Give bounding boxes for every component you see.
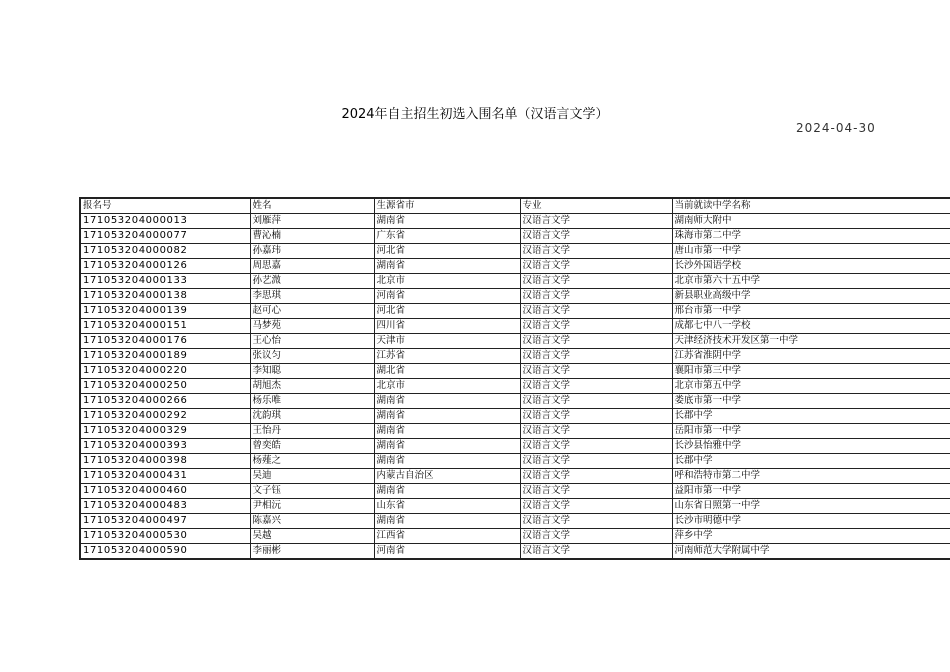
major-cell: 汉语言文学 [520, 484, 672, 499]
province-cell: 山东省 [374, 499, 520, 514]
registration-no-cell: 171053204000398 [80, 454, 250, 469]
major-cell: 汉语言文学 [520, 289, 672, 304]
table-row [80, 214, 950, 229]
name-cell: 吴迪 [250, 469, 374, 484]
major-cell: 汉语言文学 [520, 334, 672, 349]
registration-no-cell: 171053204000292 [80, 409, 250, 424]
province-cell: 湖南省 [374, 394, 520, 409]
name-cell: 吴越 [250, 529, 374, 544]
school-cell: 长沙县怡雅中学 [672, 439, 950, 454]
province-cell: 河北省 [374, 304, 520, 319]
school-cell: 山东省日照第一中学 [672, 499, 950, 514]
name-cell: 王心怡 [250, 334, 374, 349]
school-cell: 益阳市第一中学 [672, 484, 950, 499]
table-row [80, 319, 950, 334]
table-row [80, 364, 950, 379]
school-cell: 萍乡中学 [672, 529, 950, 544]
header-registration-no: 报名号 [80, 198, 250, 214]
registration-no-cell: 171053204000220 [80, 364, 250, 379]
table-row [80, 349, 950, 364]
name-cell: 孙艺溦 [250, 274, 374, 289]
table-row [80, 379, 950, 394]
province-cell: 四川省 [374, 319, 520, 334]
table-row [80, 409, 950, 424]
major-cell: 汉语言文学 [520, 424, 672, 439]
name-cell: 孙嘉玮 [250, 244, 374, 259]
major-cell: 汉语言文学 [520, 274, 672, 289]
school-cell: 呼和浩特市第二中学 [672, 469, 950, 484]
name-cell: 赵可心 [250, 304, 374, 319]
header-name: 姓名 [250, 198, 374, 214]
province-cell: 广东省 [374, 229, 520, 244]
major-cell: 汉语言文学 [520, 379, 672, 394]
school-cell: 成都七中八一学校 [672, 319, 950, 334]
page-title: 2024年自主招生初选入围名单（汉语言文学） [341, 107, 609, 122]
table-row [80, 424, 950, 439]
major-cell: 汉语言文学 [520, 259, 672, 274]
registration-no-cell: 171053204000530 [80, 529, 250, 544]
table-row [80, 544, 950, 560]
major-cell: 汉语言文学 [520, 304, 672, 319]
school-cell: 长沙市明德中学 [672, 514, 950, 529]
school-cell: 长郡中学 [672, 409, 950, 424]
major-cell: 汉语言文学 [520, 364, 672, 379]
table-row [80, 484, 950, 499]
province-cell: 河南省 [374, 289, 520, 304]
name-cell: 李丽彬 [250, 544, 374, 560]
header-province: 生源省市 [374, 198, 520, 214]
name-cell: 文子钰 [250, 484, 374, 499]
table-row [80, 514, 950, 529]
school-cell: 河南师范大学附属中学 [672, 544, 950, 560]
province-cell: 湖北省 [374, 364, 520, 379]
registration-no-cell: 171053204000393 [80, 439, 250, 454]
table-row [80, 499, 950, 514]
table-row [80, 274, 950, 289]
province-cell: 湖南省 [374, 514, 520, 529]
school-cell: 天津经济技术开发区第一中学 [672, 334, 950, 349]
major-cell: 汉语言文学 [520, 319, 672, 334]
province-cell: 天津市 [374, 334, 520, 349]
registration-no-cell: 171053204000133 [80, 274, 250, 289]
province-cell: 湖南省 [374, 259, 520, 274]
school-cell: 新县职业高级中学 [672, 289, 950, 304]
table-row [80, 244, 950, 259]
major-cell: 汉语言文学 [520, 439, 672, 454]
registration-no-cell: 171053204000266 [80, 394, 250, 409]
registration-no-cell: 171053204000590 [80, 544, 250, 560]
province-cell: 湖南省 [374, 439, 520, 454]
province-cell: 江西省 [374, 529, 520, 544]
table-row [80, 454, 950, 469]
province-cell: 北京市 [374, 274, 520, 289]
table-row [80, 394, 950, 409]
province-cell: 湖南省 [374, 454, 520, 469]
school-cell: 珠海市第二中学 [672, 229, 950, 244]
province-cell: 湖南省 [374, 409, 520, 424]
header-school: 当前就读中学名称 [672, 198, 950, 214]
registration-no-cell: 171053204000151 [80, 319, 250, 334]
major-cell: 汉语言文学 [520, 229, 672, 244]
name-cell: 王怡丹 [250, 424, 374, 439]
major-cell: 汉语言文学 [520, 514, 672, 529]
name-cell: 周思嘉 [250, 259, 374, 274]
registration-no-cell: 171053204000460 [80, 484, 250, 499]
name-cell: 李知聪 [250, 364, 374, 379]
name-cell: 沈韵琪 [250, 409, 374, 424]
school-cell: 北京市第六十五中学 [672, 274, 950, 289]
major-cell: 汉语言文学 [520, 349, 672, 364]
registration-no-cell: 171053204000176 [80, 334, 250, 349]
name-cell: 杨薤之 [250, 454, 374, 469]
major-cell: 汉语言文学 [520, 394, 672, 409]
province-cell: 湖南省 [374, 214, 520, 229]
name-cell: 李思琪 [250, 289, 374, 304]
name-cell: 张议匀 [250, 349, 374, 364]
name-cell: 刘雁萍 [250, 214, 374, 229]
table-row [80, 229, 950, 244]
province-cell: 湖南省 [374, 424, 520, 439]
registration-no-cell: 171053204000082 [80, 244, 250, 259]
major-cell: 汉语言文学 [520, 244, 672, 259]
registration-no-cell: 171053204000483 [80, 499, 250, 514]
name-cell: 曹沁楠 [250, 229, 374, 244]
name-cell: 尹相沅 [250, 499, 374, 514]
province-cell: 河北省 [374, 244, 520, 259]
table-row [80, 529, 950, 544]
school-cell: 长沙外国语学校 [672, 259, 950, 274]
candidate-table [79, 197, 950, 560]
school-cell: 唐山市第一中学 [672, 244, 950, 259]
registration-no-cell: 171053204000126 [80, 259, 250, 274]
registration-no-cell: 171053204000250 [80, 379, 250, 394]
date-label: 2024-04-30 [796, 121, 876, 135]
major-cell: 汉语言文学 [520, 499, 672, 514]
registration-no-cell: 171053204000139 [80, 304, 250, 319]
province-cell: 江苏省 [374, 349, 520, 364]
major-cell: 汉语言文学 [520, 529, 672, 544]
school-cell: 江苏省淮阴中学 [672, 349, 950, 364]
header-major: 专业 [520, 198, 672, 214]
name-cell: 杨乐唯 [250, 394, 374, 409]
table-row [80, 439, 950, 454]
province-cell: 河南省 [374, 544, 520, 560]
name-cell: 马梦苑 [250, 319, 374, 334]
province-cell: 北京市 [374, 379, 520, 394]
major-cell: 汉语言文学 [520, 469, 672, 484]
registration-no-cell: 171053204000329 [80, 424, 250, 439]
name-cell: 胡旭杰 [250, 379, 374, 394]
name-cell: 曾奕皓 [250, 439, 374, 454]
province-cell: 内蒙古自治区 [374, 469, 520, 484]
major-cell: 汉语言文学 [520, 214, 672, 229]
name-cell: 陈嘉兴 [250, 514, 374, 529]
school-cell: 娄底市第一中学 [672, 394, 950, 409]
registration-no-cell: 171053204000077 [80, 229, 250, 244]
registration-no-cell: 171053204000013 [80, 214, 250, 229]
table-row [80, 304, 950, 319]
school-cell: 长郡中学 [672, 454, 950, 469]
school-cell: 襄阳市第三中学 [672, 364, 950, 379]
registration-no-cell: 171053204000138 [80, 289, 250, 304]
registration-no-cell: 171053204000431 [80, 469, 250, 484]
table-row [80, 334, 950, 349]
registration-no-cell: 171053204000189 [80, 349, 250, 364]
registration-no-cell: 171053204000497 [80, 514, 250, 529]
school-cell: 北京市第五中学 [672, 379, 950, 394]
major-cell: 汉语言文学 [520, 454, 672, 469]
school-cell: 岳阳市第一中学 [672, 424, 950, 439]
table-row [80, 469, 950, 484]
major-cell: 汉语言文学 [520, 544, 672, 560]
province-cell: 湖南省 [374, 484, 520, 499]
major-cell: 汉语言文学 [520, 409, 672, 424]
table-row [80, 289, 950, 304]
table-row [80, 259, 950, 274]
school-cell: 邢台市第一中学 [672, 304, 950, 319]
table-header-row [80, 198, 950, 214]
school-cell: 湖南师大附中 [672, 214, 950, 229]
